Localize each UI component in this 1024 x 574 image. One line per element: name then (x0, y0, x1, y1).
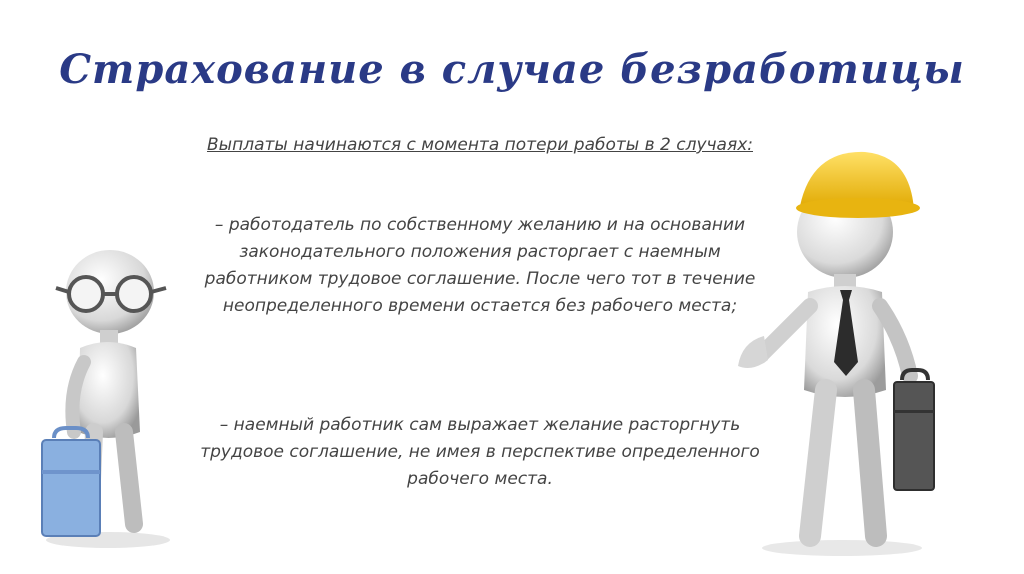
man-with-hard-hat-figure-icon (730, 140, 960, 560)
case-two-paragraph: – наемный работник сам выражает желание расторгнуть трудовое соглашение, не имея в перспективе определенного рабочего места. (200, 415, 760, 489)
man-with-glasses-figure-icon (28, 232, 188, 552)
slide-subtitle: Выплаты начинаются с момента потери работы в 2 случаях: (207, 135, 753, 155)
case-one-paragraph: – работодатель по собственному желанию и на основании законодательного положения расторгает с наемным работником трудовое соглашение. После чего тот в течение неопределенного времени остается без рабочего места; (204, 215, 756, 316)
slide-title: Страхование в случае безработицы (59, 46, 965, 93)
